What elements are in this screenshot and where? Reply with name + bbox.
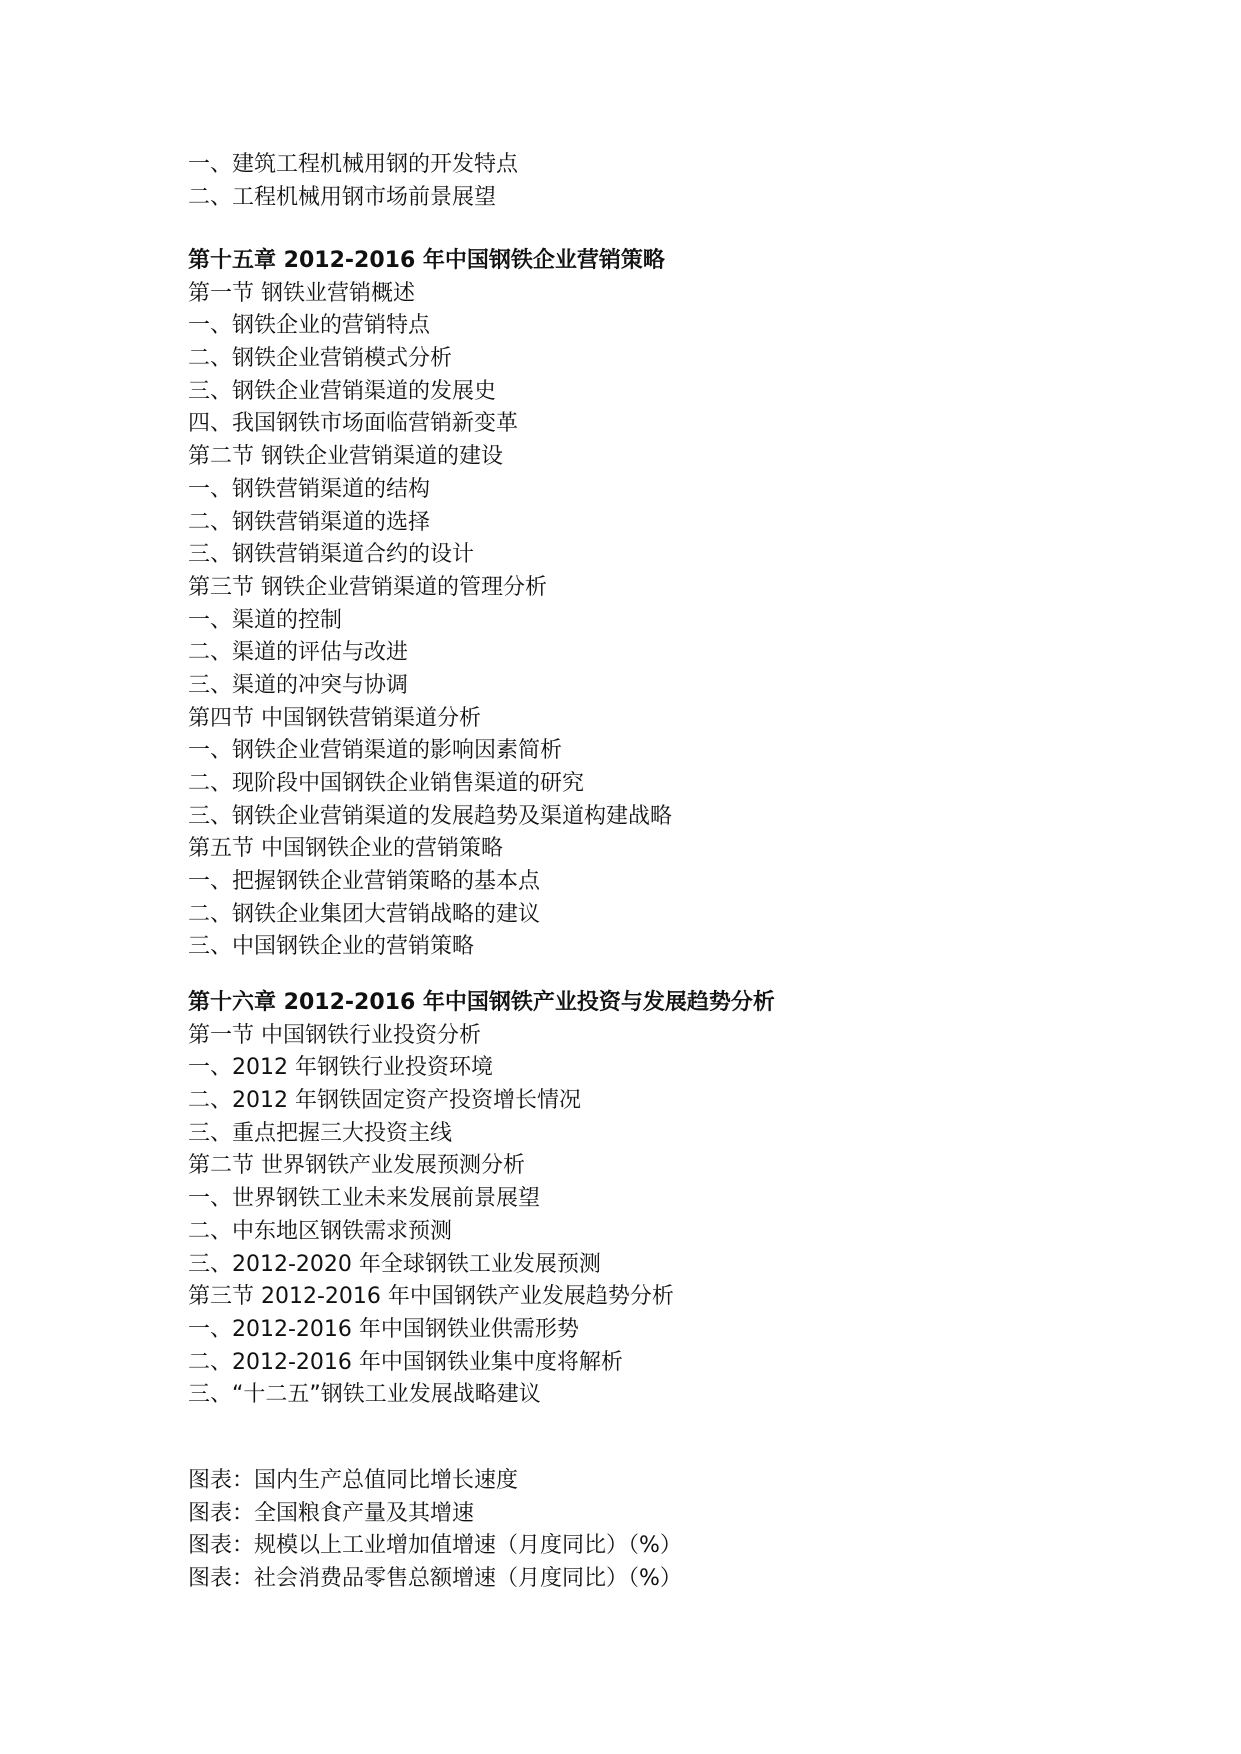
list-item: 三、重点把握三大投资主线 xyxy=(188,1120,453,1146)
list-item: 二、钢铁企业集团大营销战略的建议 xyxy=(188,901,541,927)
figure-caption: 图表：全国粮食产量及其增速 xyxy=(188,1500,475,1526)
section-heading: 第二节 世界钢铁产业发展预测分析 xyxy=(188,1153,525,1179)
section-heading: 第一节 中国钢铁行业投资分析 xyxy=(188,1022,481,1048)
list-item: 一、2012-2016 年中国钢铁业供需形势 xyxy=(188,1316,579,1342)
list-item: 三、中国钢铁企业的营销策略 xyxy=(188,934,475,960)
list-item: 一、钢铁营销渠道的结构 xyxy=(188,476,431,502)
list-item: 二、工程机械用钢市场前景展望 xyxy=(188,184,497,210)
list-item: 二、钢铁企业营销模式分析 xyxy=(188,346,453,372)
list-item: 一、渠道的控制 xyxy=(188,607,343,633)
list-item: 三、钢铁企业营销渠道的发展趋势及渠道构建战略 xyxy=(188,803,673,829)
section-heading: 第四节 中国钢铁营销渠道分析 xyxy=(188,705,481,731)
chapter-heading: 第十五章 2012-2016 年中国钢铁企业营销策略 xyxy=(188,248,665,273)
figure-list xyxy=(188,1465,1188,1596)
list-item: 一、钢铁企业营销渠道的影响因素简析 xyxy=(188,738,563,764)
chapter-heading: 第十六章 2012-2016 年中国钢铁产业投资与发展趋势分析 xyxy=(188,990,775,1015)
list-item: 三、“十二五”钢铁工业发展战略建议 xyxy=(188,1382,541,1408)
list-item: 二、2012-2016 年中国钢铁业集中度将解析 xyxy=(188,1349,623,1375)
list-item: 二、钢铁营销渠道的选择 xyxy=(188,509,431,535)
list-item: 三、2012-2020 年全球钢铁工业发展预测 xyxy=(188,1251,601,1277)
list-item: 一、建筑工程机械用钢的开发特点 xyxy=(188,152,519,177)
list-item: 三、钢铁企业营销渠道的发展史 xyxy=(188,378,497,404)
intro-list xyxy=(188,149,1188,214)
section-heading: 第三节 2012-2016 年中国钢铁产业发展趋势分析 xyxy=(188,1284,674,1310)
list-item: 二、渠道的评估与改进 xyxy=(188,640,409,666)
figure-caption: 图表：规模以上工业增加值增速（月度同比）（%） xyxy=(188,1533,682,1559)
chapter-16-section xyxy=(188,987,1188,1412)
list-item: 二、中东地区钢铁需求预测 xyxy=(188,1218,453,1244)
list-item: 一、世界钢铁工业未来发展前景展望 xyxy=(188,1186,541,1212)
section-heading: 第五节 中国钢铁企业的营销策略 xyxy=(188,836,503,862)
list-item: 一、把握钢铁企业营销策略的基本点 xyxy=(188,869,541,895)
section-heading: 第一节 钢铁业营销概述 xyxy=(188,280,415,306)
figure-caption: 图表：国内生产总值同比增长速度 xyxy=(188,1468,519,1493)
list-item: 一、钢铁企业的营销特点 xyxy=(188,313,431,339)
list-item: 二、现阶段中国钢铁企业销售渠道的研究 xyxy=(188,771,585,796)
list-item: 一、2012 年钢铁行业投资环境 xyxy=(188,1055,493,1081)
section-heading: 第三节 钢铁企业营销渠道的管理分析 xyxy=(188,574,547,600)
chapter-15-section xyxy=(188,245,1188,964)
figure-caption: 图表：社会消费品零售总额增速（月度同比）（%） xyxy=(188,1566,682,1592)
list-item: 二、2012 年钢铁固定资产投资增长情况 xyxy=(188,1088,581,1114)
list-item: 三、钢铁营销渠道合约的设计 xyxy=(188,542,475,568)
list-item: 三、渠道的冲突与协调 xyxy=(188,672,409,698)
list-item: 四、我国钢铁市场面临营销新变革 xyxy=(188,411,519,437)
section-heading: 第二节 钢铁企业营销渠道的建设 xyxy=(188,444,503,470)
